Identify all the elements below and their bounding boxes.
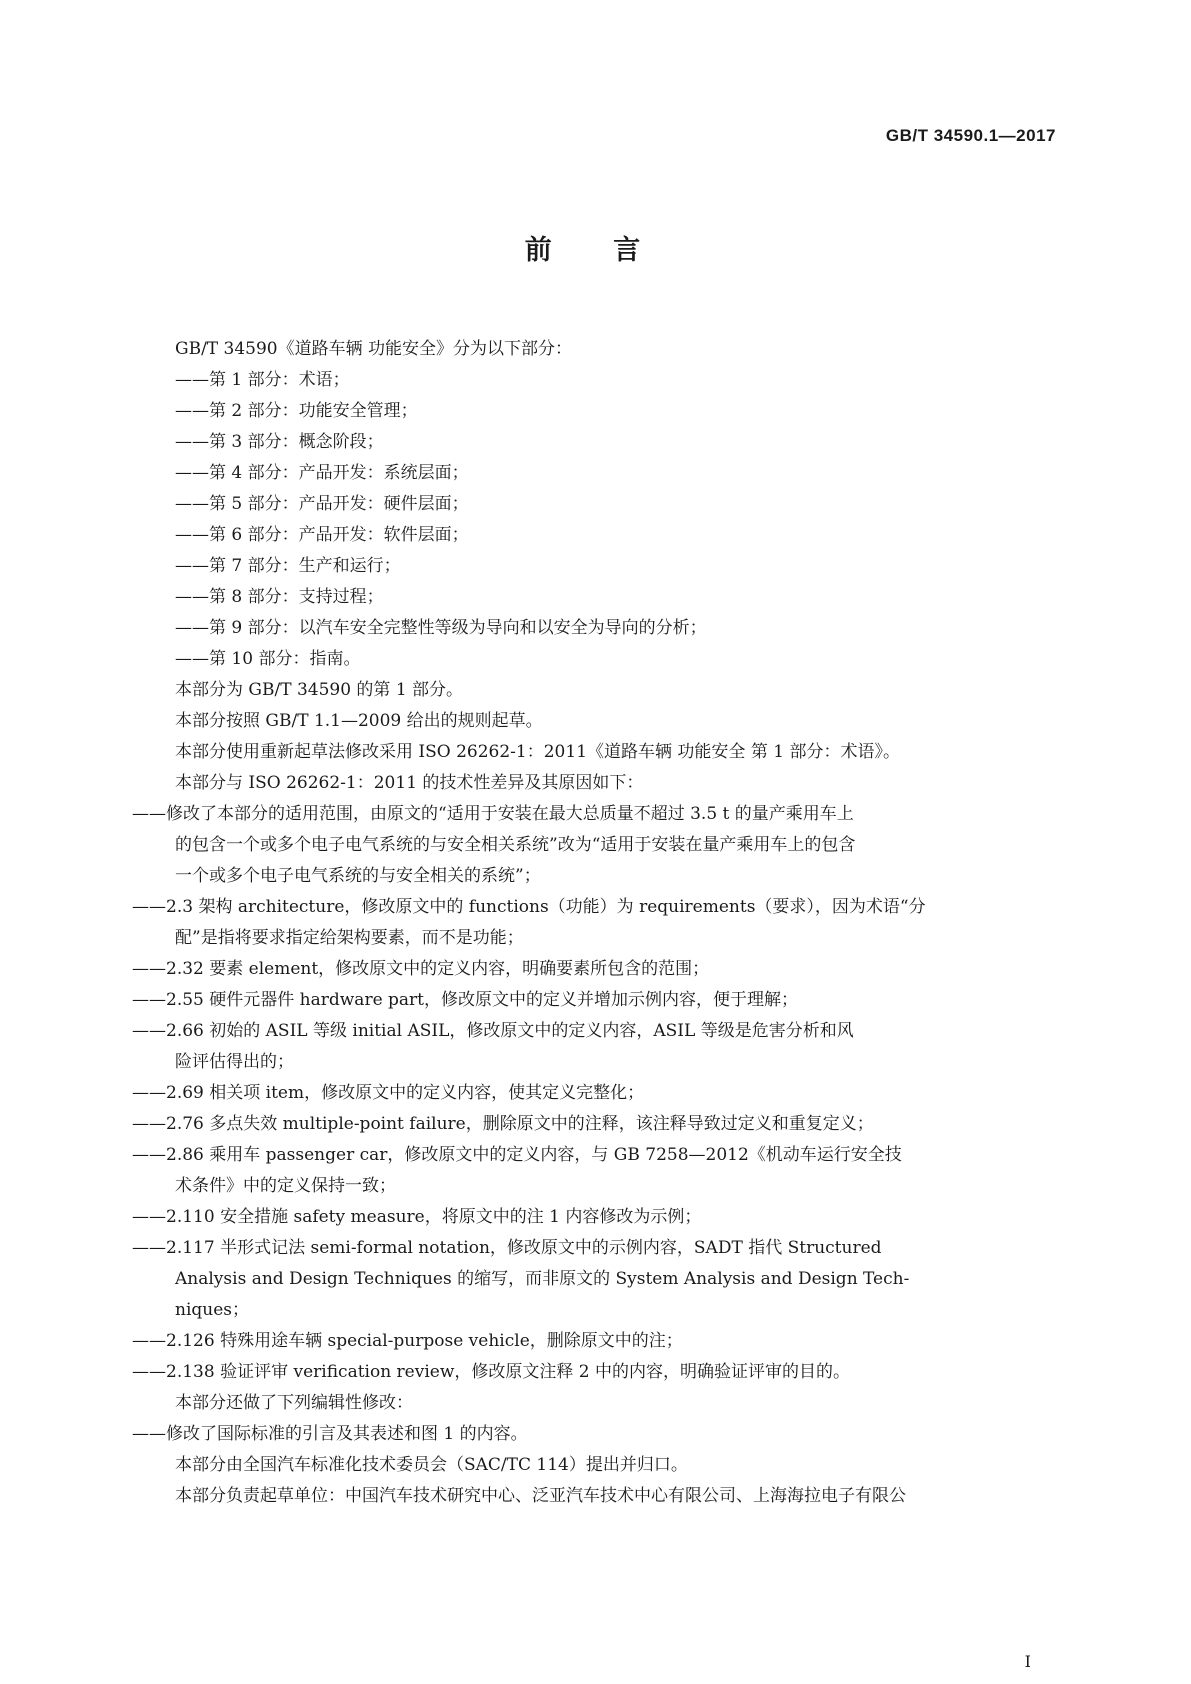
preface-body: [132, 334, 1055, 1512]
difference-line: ——2.76 多点失效 multiple-point failure，删除原文中的注释，该注释导致过定义和重复定义；: [132, 1114, 874, 1134]
paragraph: 本部分负责起草单位：中国汽车技术研究中心、泛亚汽车技术中心有限公司、上海海拉电子有限公: [175, 1486, 906, 1506]
difference-line: 的包含一个或多个电子电气系统的与安全相关系统”改为“适用于安装在量产乘用车上的包含: [175, 835, 856, 855]
difference-line: ——修改了本部分的适用范围，由原文的“适用于安装在最大总质量不超过 3.5 t 的量产乘用车上: [132, 804, 854, 824]
difference-line: ——2.138 验证评审 verification review，修改原文注释 2 中的内容，明确验证评审的目的。: [132, 1362, 851, 1382]
differences-list: [132, 799, 1055, 1388]
part-list-item: ——第 4 部分：产品开发：系统层面；: [175, 463, 469, 483]
paragraph: 本部分还做了下列编辑性修改：: [175, 1393, 413, 1413]
difference-line: ——2.55 硬件元器件 hardware part，修改原文中的定义并增加示例内容，便于理解；: [132, 990, 799, 1010]
part-list-item: ——第 8 部分：支持过程；: [175, 587, 384, 607]
difference-line: ——2.3 架构 architecture，修改原文中的 functions（功能）为 requirements（要求），因为术语“分: [132, 897, 926, 917]
difference-line: ——2.126 特殊用途车辆 special-purpose vehicle，删除原文中的注；: [132, 1331, 683, 1351]
paragraph: 本部分与 ISO 26262-1：2011 的技术性差异及其原因如下：: [175, 773, 644, 793]
difference-line: ——2.32 要素 element，修改原文中的定义内容，明确要素所包含的范围；: [132, 959, 710, 979]
part-list-item: ——第 3 部分：概念阶段；: [175, 432, 384, 452]
paragraph: 本部分按照 GB/T 1.1—2009 给出的规则起草。: [175, 711, 543, 731]
difference-line: ——2.69 相关项 item，修改原文中的定义内容，使其定义完整化；: [132, 1083, 645, 1103]
part-list-item: ——第 6 部分：产品开发：软件层面；: [175, 525, 469, 545]
paragraph: 本部分为 GB/T 34590 的第 1 部分。: [175, 680, 464, 700]
editorial-item: ——修改了国际标准的引言及其表述和图 1 的内容。: [132, 1424, 528, 1444]
page-title: 前 言: [524, 235, 667, 266]
difference-line: niques；: [175, 1300, 250, 1320]
difference-line: ——2.86 乘用车 passenger car，修改原文中的定义内容，与 GB 7258—2012《机动车运行安全技: [132, 1145, 902, 1165]
part-list-item: ——第 10 部分：指南。: [175, 649, 361, 669]
part-list-item: ——第 2 部分：功能安全管理；: [175, 401, 418, 421]
difference-line: 术条件》中的定义保持一致；: [175, 1176, 396, 1196]
difference-line: ——2.117 半形式记法 semi-formal notation，修改原文中的示例内容，SADT 指代 Structured: [132, 1238, 882, 1258]
page-number: I: [1024, 1652, 1031, 1671]
difference-line: ——2.66 初始的 ASIL 等级 initial ASIL，修改原文中的定义内容，ASIL 等级是危害分析和风: [132, 1021, 854, 1041]
paragraph: 本部分由全国汽车标准化技术委员会（SAC/TC 114）提出并归口。: [175, 1455, 688, 1475]
part-list-item: ——第 7 部分：生产和运行；: [175, 556, 401, 576]
part-list-item: ——第 5 部分：产品开发：硬件层面；: [175, 494, 469, 514]
difference-line: ——2.110 安全措施 safety measure，将原文中的注 1 内容修改为示例；: [132, 1207, 702, 1227]
difference-line: 配”是指将要求指定给架构要素，而不是功能；: [175, 928, 524, 948]
paragraph: 本部分使用重新起草法修改采用 ISO 26262-1：2011《道路车辆 功能安全 第 1 部分：术语》。: [175, 742, 900, 762]
part-list-item: ——第 1 部分：术语；: [175, 370, 350, 390]
part-list-item: ——第 9 部分：以汽车安全完整性等级为导向和以安全为导向的分析；: [175, 618, 707, 638]
standard-id: GB/T 34590.1—2017: [885, 126, 1056, 145]
paragraph: GB/T 34590《道路车辆 功能安全》分为以下部分：: [175, 339, 573, 359]
difference-line: 险评估得出的；: [175, 1052, 294, 1072]
difference-line: Analysis and Design Techniques 的缩写，而非原文的 System Analysis and Design Tech-: [175, 1269, 910, 1289]
difference-line: 一个或多个电子电气系统的与安全相关的系统”；: [175, 866, 541, 886]
